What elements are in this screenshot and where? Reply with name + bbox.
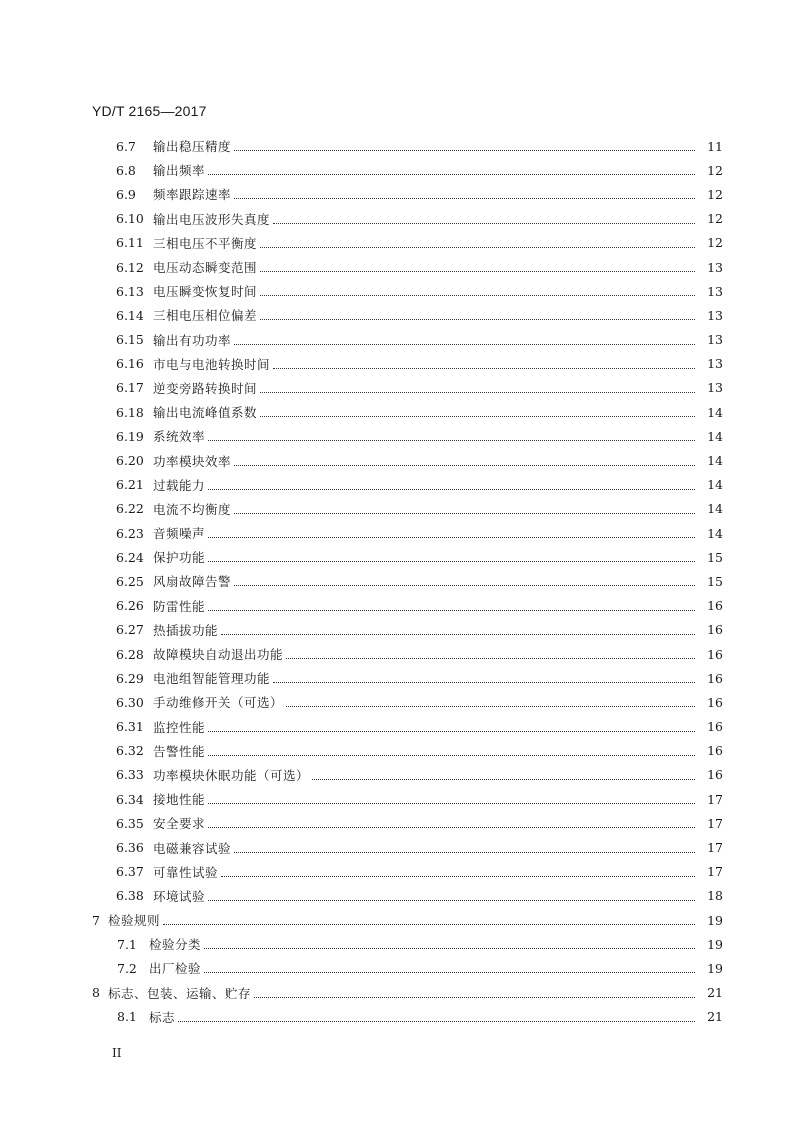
toc-entry-title: 标志 xyxy=(149,1009,176,1025)
dot-leader xyxy=(208,439,695,441)
toc-entry[interactable] xyxy=(0,835,792,859)
toc-entry[interactable] xyxy=(0,376,792,400)
toc-entry-title: 输出有功功率 xyxy=(153,332,232,348)
toc-entry[interactable] xyxy=(0,763,792,787)
table-of-contents xyxy=(0,134,792,1029)
toc-entry[interactable] xyxy=(0,400,792,424)
toc-entry-number: 6.34 xyxy=(116,791,144,807)
toc-entry-number: 6.14 xyxy=(116,307,144,323)
toc-entry-page: 15 xyxy=(707,573,723,589)
toc-entry-number: 6.35 xyxy=(116,815,144,831)
toc-entry[interactable] xyxy=(0,956,792,980)
toc-entry-number: 6.23 xyxy=(116,525,144,541)
dot-leader xyxy=(208,899,695,901)
toc-entry[interactable] xyxy=(0,424,792,448)
dot-leader xyxy=(260,415,695,417)
toc-entry-page: 13 xyxy=(707,307,723,323)
toc-entry[interactable] xyxy=(0,811,792,835)
toc-entry[interactable] xyxy=(0,328,792,352)
toc-entry-page: 21 xyxy=(707,1009,723,1025)
toc-entry-number: 6.12 xyxy=(116,259,144,275)
toc-entry-title: 系统效率 xyxy=(153,429,206,445)
dot-leader xyxy=(208,560,695,562)
toc-entry-title: 三相电压相位偏差 xyxy=(153,308,258,324)
toc-entry[interactable] xyxy=(0,1005,792,1029)
toc-entry[interactable] xyxy=(0,908,792,932)
toc-entry-page: 17 xyxy=(707,840,723,856)
dot-leader xyxy=(208,826,695,828)
toc-entry-title: 故障模块自动退出功能 xyxy=(153,647,284,663)
toc-entry-page: 19 xyxy=(707,936,723,952)
toc-entry-page: 14 xyxy=(707,477,723,493)
toc-entry[interactable] xyxy=(0,594,792,618)
toc-entry-title: 标志、包装、运输、贮存 xyxy=(108,985,252,1001)
toc-entry[interactable] xyxy=(0,352,792,376)
toc-entry-page: 18 xyxy=(707,888,723,904)
toc-entry-number: 6.17 xyxy=(116,380,144,396)
toc-entry-title: 保护功能 xyxy=(153,550,206,566)
toc-entry[interactable] xyxy=(0,207,792,231)
toc-entry-title: 检验分类 xyxy=(149,937,202,953)
toc-entry[interactable] xyxy=(0,884,792,908)
toc-entry[interactable] xyxy=(0,545,792,569)
toc-entry-number: 6.10 xyxy=(116,211,144,227)
toc-entry-page: 21 xyxy=(707,985,723,1001)
dot-leader xyxy=(260,391,695,393)
toc-entry-title: 音频噪声 xyxy=(153,526,206,542)
dot-leader xyxy=(221,875,695,877)
toc-entry-number: 6.20 xyxy=(116,453,144,469)
dot-leader xyxy=(234,584,695,586)
toc-entry-number: 6.37 xyxy=(116,864,144,880)
dot-leader xyxy=(254,996,695,998)
toc-entry-number: 6.28 xyxy=(116,646,144,662)
toc-entry-title: 三相电压不平衡度 xyxy=(153,235,258,251)
dot-leader xyxy=(234,851,695,853)
toc-entry-page: 14 xyxy=(707,501,723,517)
toc-entry-title: 可靠性试验 xyxy=(153,864,219,880)
toc-entry-number: 7.1 xyxy=(117,936,137,952)
toc-entry[interactable] xyxy=(0,279,792,303)
toc-entry-number: 6.8 xyxy=(116,162,136,178)
toc-entry-title: 逆变旁路转换时间 xyxy=(153,380,258,396)
toc-entry[interactable] xyxy=(0,303,792,327)
toc-entry[interactable] xyxy=(0,255,792,279)
toc-entry-number: 6.29 xyxy=(116,670,144,686)
toc-entry[interactable] xyxy=(0,569,792,593)
toc-entry[interactable] xyxy=(0,473,792,497)
toc-entry-title: 检验规则 xyxy=(108,913,161,929)
toc-entry-page: 17 xyxy=(707,864,723,880)
toc-entry-number: 6.7 xyxy=(116,138,136,154)
toc-entry-number: 6.30 xyxy=(116,694,144,710)
toc-entry-page: 17 xyxy=(707,791,723,807)
toc-entry-page: 14 xyxy=(707,428,723,444)
toc-entry-title: 电压瞬变恢复时间 xyxy=(153,284,258,300)
toc-entry-title: 电压动态瞬变范围 xyxy=(153,260,258,276)
dot-leader xyxy=(208,754,695,756)
dot-leader xyxy=(208,536,695,538)
toc-entry-title: 接地性能 xyxy=(153,792,206,808)
toc-entry-number: 6.19 xyxy=(116,428,144,444)
toc-entry[interactable] xyxy=(0,448,792,472)
toc-entry-number: 7.2 xyxy=(117,960,137,976)
dot-leader xyxy=(260,246,695,248)
toc-entry-number: 6.11 xyxy=(116,235,144,251)
toc-entry-page: 16 xyxy=(707,743,723,759)
toc-entry-title: 输出电压波形失真度 xyxy=(153,211,271,227)
dot-leader xyxy=(204,971,695,973)
toc-entry-number: 8 xyxy=(92,985,100,1001)
toc-entry-number: 7 xyxy=(92,912,100,928)
dot-leader xyxy=(208,802,695,804)
toc-entry[interactable] xyxy=(0,158,792,182)
toc-entry-number: 6.16 xyxy=(116,356,144,372)
toc-entry-page: 16 xyxy=(707,622,723,638)
dot-leader xyxy=(260,270,695,272)
toc-entry-title: 电流不均衡度 xyxy=(153,501,232,517)
toc-entry-page: 16 xyxy=(707,767,723,783)
toc-entry-number: 6.27 xyxy=(116,622,144,638)
toc-entry-page: 19 xyxy=(707,912,723,928)
dot-leader xyxy=(234,343,695,345)
toc-entry[interactable] xyxy=(0,739,792,763)
toc-entry[interactable] xyxy=(0,690,792,714)
toc-entry-page: 16 xyxy=(707,694,723,710)
toc-entry[interactable] xyxy=(0,981,792,1005)
page-folio: II xyxy=(112,1046,122,1060)
toc-entry-page: 12 xyxy=(707,235,723,251)
toc-entry-number: 6.13 xyxy=(116,283,144,299)
dot-leader xyxy=(208,173,695,175)
toc-entry[interactable] xyxy=(0,787,792,811)
toc-entry-title: 频率跟踪速率 xyxy=(153,187,232,203)
toc-entry-title: 输出电流峰值系数 xyxy=(153,405,258,421)
dot-leader xyxy=(234,149,695,151)
dot-leader xyxy=(286,657,695,659)
toc-entry-number: 8.1 xyxy=(117,1009,137,1025)
toc-entry-page: 11 xyxy=(707,138,723,154)
toc-entry-page: 12 xyxy=(707,211,723,227)
toc-entry-title: 热插拔功能 xyxy=(153,622,219,638)
toc-entry-title: 过载能力 xyxy=(153,477,206,493)
toc-entry-page: 14 xyxy=(707,453,723,469)
dot-leader xyxy=(260,318,695,320)
toc-entry-number: 6.24 xyxy=(116,549,144,565)
dot-leader xyxy=(260,294,695,296)
toc-entry-number: 6.22 xyxy=(116,501,144,517)
toc-entry-page: 13 xyxy=(707,356,723,372)
toc-entry-number: 6.21 xyxy=(116,477,144,493)
dot-leader xyxy=(208,488,695,490)
dot-leader xyxy=(234,464,695,466)
toc-entry-number: 6.15 xyxy=(116,332,144,348)
toc-entry-page: 13 xyxy=(707,332,723,348)
dot-leader xyxy=(204,947,695,949)
toc-entry-page: 13 xyxy=(707,380,723,396)
toc-entry-title: 监控性能 xyxy=(153,719,206,735)
dot-leader xyxy=(273,681,695,683)
dot-leader xyxy=(163,923,695,925)
dot-leader xyxy=(221,633,695,635)
toc-entry-title: 输出稳压精度 xyxy=(153,139,232,155)
dot-leader xyxy=(178,1020,695,1022)
dot-leader xyxy=(234,512,695,514)
toc-entry[interactable] xyxy=(0,642,792,666)
document-code: YD/T 2165—2017 xyxy=(92,103,207,119)
toc-entry[interactable] xyxy=(0,932,792,956)
toc-entry-page: 19 xyxy=(707,960,723,976)
toc-entry-page: 16 xyxy=(707,719,723,735)
toc-entry-title: 手动维修开关（可选） xyxy=(153,695,284,711)
toc-entry-page: 12 xyxy=(707,186,723,202)
toc-entry-title: 安全要求 xyxy=(153,816,206,832)
toc-entry-title: 防雷性能 xyxy=(153,598,206,614)
toc-entry-page: 14 xyxy=(707,525,723,541)
toc-entry-title: 电池组智能管理功能 xyxy=(153,671,271,687)
dot-leader xyxy=(273,222,695,224)
toc-entry-number: 6.18 xyxy=(116,404,144,420)
toc-entry-page: 16 xyxy=(707,670,723,686)
toc-entry[interactable] xyxy=(0,134,792,158)
dot-leader xyxy=(234,197,695,199)
toc-entry-title: 环境试验 xyxy=(153,888,206,904)
toc-entry[interactable] xyxy=(0,715,792,739)
toc-entry-number: 6.36 xyxy=(116,840,144,856)
toc-entry-page: 14 xyxy=(707,404,723,420)
toc-entry[interactable] xyxy=(0,497,792,521)
toc-entry-page: 16 xyxy=(707,598,723,614)
toc-entry-page: 15 xyxy=(707,549,723,565)
toc-entry-page: 17 xyxy=(707,815,723,831)
toc-entry-number: 6.26 xyxy=(116,598,144,614)
toc-entry-number: 6.9 xyxy=(116,186,136,202)
toc-entry-number: 6.38 xyxy=(116,888,144,904)
toc-entry-number: 6.31 xyxy=(116,719,144,735)
toc-entry-page: 16 xyxy=(707,646,723,662)
dot-leader xyxy=(208,730,695,732)
toc-entry[interactable] xyxy=(0,521,792,545)
toc-entry-page: 12 xyxy=(707,162,723,178)
toc-entry[interactable] xyxy=(0,666,792,690)
toc-entry-title: 告警性能 xyxy=(153,743,206,759)
toc-entry-title: 出厂检验 xyxy=(149,961,202,977)
toc-entry-page: 13 xyxy=(707,259,723,275)
toc-entry-title: 市电与电池转换时间 xyxy=(153,356,271,372)
toc-entry[interactable] xyxy=(0,182,792,206)
toc-entry[interactable] xyxy=(0,231,792,255)
toc-entry-title: 电磁兼容试验 xyxy=(153,840,232,856)
dot-leader xyxy=(273,367,695,369)
dot-leader xyxy=(286,705,695,707)
dot-leader xyxy=(208,609,695,611)
toc-entry-title: 输出频率 xyxy=(153,163,206,179)
toc-entry[interactable] xyxy=(0,860,792,884)
toc-entry-number: 6.25 xyxy=(116,573,144,589)
toc-entry-title: 功率模块休眠功能（可选） xyxy=(153,767,310,783)
toc-entry[interactable] xyxy=(0,618,792,642)
dot-leader xyxy=(312,778,695,780)
toc-entry-number: 6.33 xyxy=(116,767,144,783)
toc-entry-number: 6.32 xyxy=(116,743,144,759)
toc-entry-title: 风扇故障告警 xyxy=(153,574,232,590)
toc-entry-title: 功率模块效率 xyxy=(153,453,232,469)
toc-entry-page: 13 xyxy=(707,283,723,299)
